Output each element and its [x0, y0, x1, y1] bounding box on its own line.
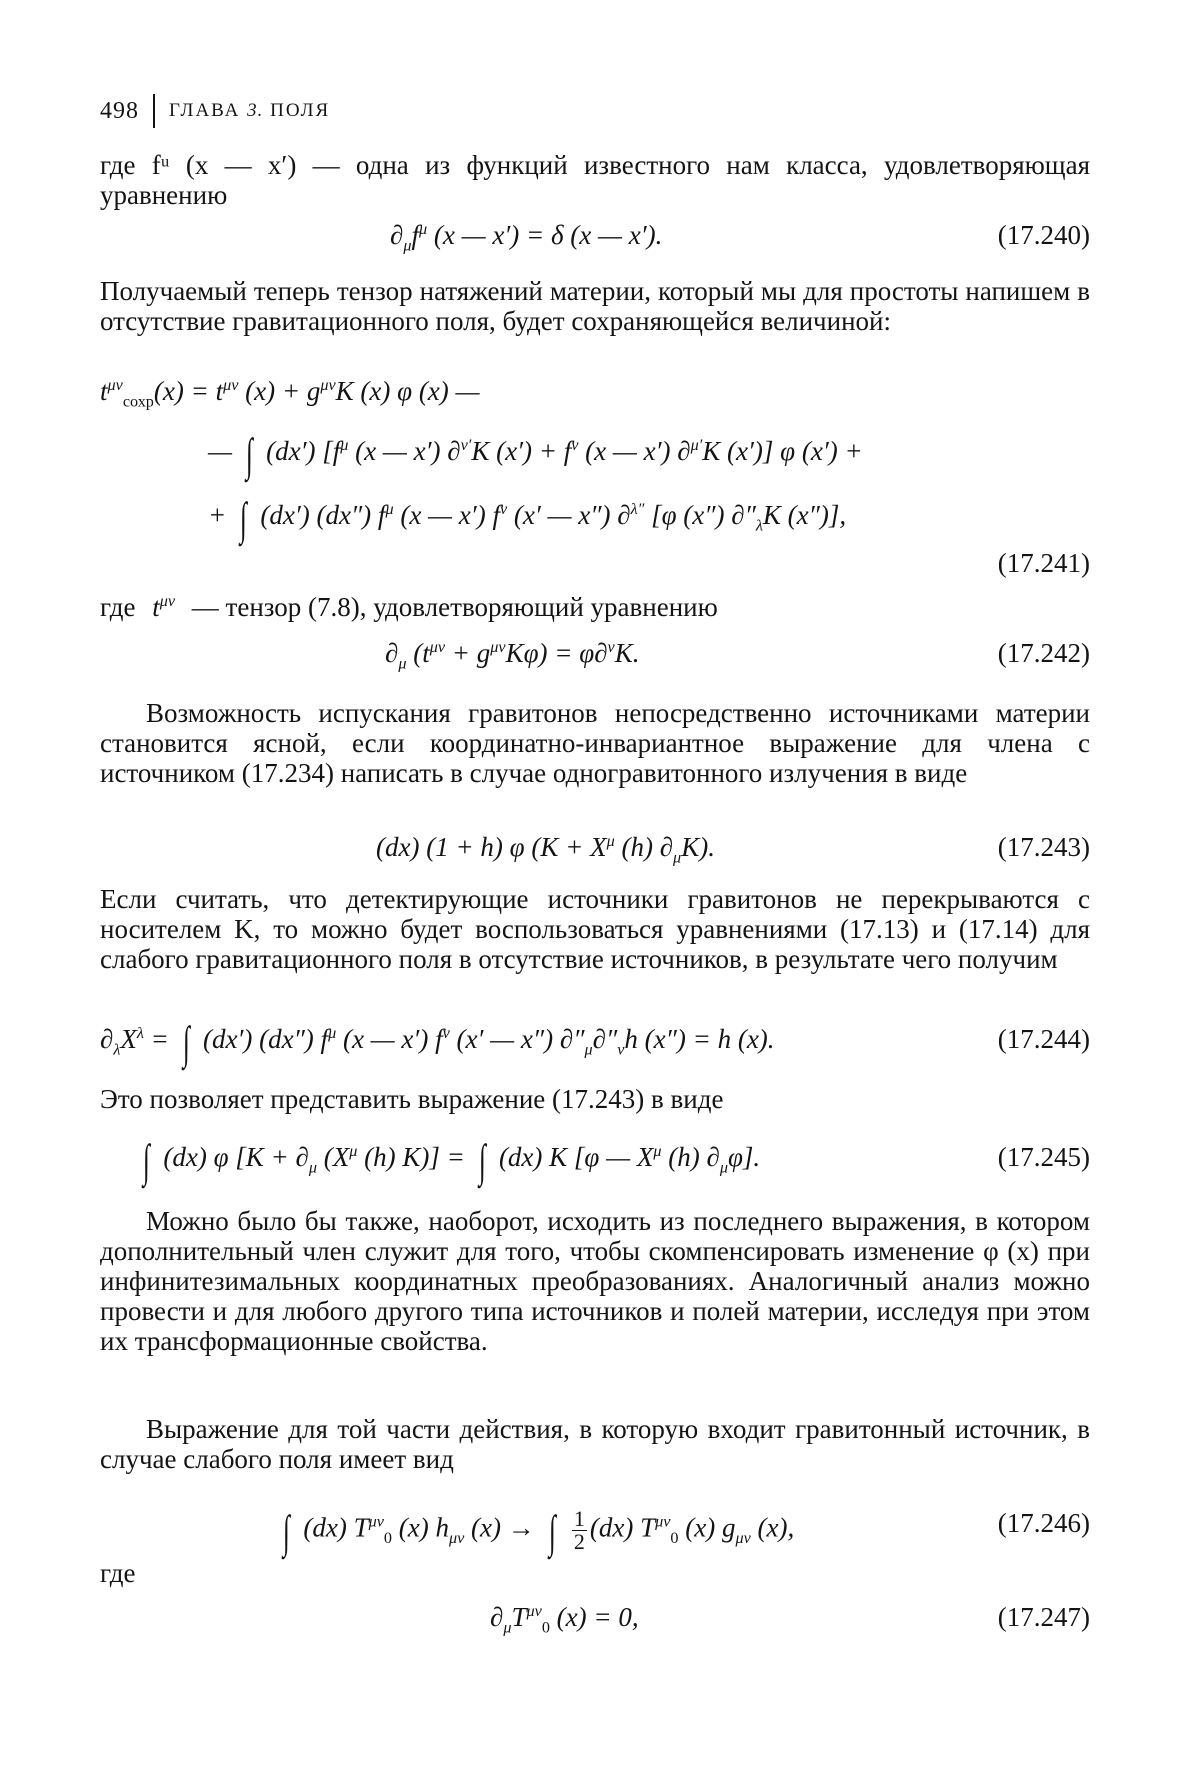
paragraph-3: где $t^{\mu\nu}$ — тензор (7.8), удовлетворяющий уравнению: [100, 592, 718, 622]
page-number: 498: [100, 97, 139, 124]
equation-number-17-241: (17.241): [997, 548, 1090, 578]
paragraph-9: где: [100, 1558, 136, 1588]
equation-17-241-line-2: [100, 429, 1090, 480]
paragraph-4: Возможность испускания гравитонов непосредственно источниками материи становится ясной, если координатно-инвариантное выражение для члена с источником (17.234) написать в случае одногравитонного излучения в виде: [100, 698, 1090, 788]
equation-17-245: [100, 1135, 1090, 1186]
paragraph-7: Можно было бы также, наоборот, исходить из последнего выражения, в котором дополнительный член служит для того, чтобы скомпенсировать изменение φ (x) при инфинитезимальных координатных преобразованиях. Аналогичный анализ можно провести и для любого другого типа источников и полей материи, исследуя при этом их трансформационные свойства.: [100, 1206, 1090, 1356]
paragraph-5: Если считать, что детектирующие источники гравитонов не перекрываются с носителем K, то можно будет воспользоваться уравнениями (17.13) и (17.14) для слабого гравитационного поля в отсутствие источников, в результате чего получим: [100, 884, 1090, 974]
paragraph-8: Выражение для той части действия, в которую входит гравитонный источник, в случае слабого поля имеет вид: [100, 1414, 1090, 1474]
equation-number: (17.244): [997, 1024, 1090, 1054]
equation-17-244: [100, 1017, 1090, 1068]
equation-17-243: [100, 832, 1090, 868]
running-header: [100, 94, 330, 128]
equation-17-242: [100, 638, 1090, 674]
equation-number: (17.240): [997, 220, 1090, 250]
equation-17-241-line-3: [100, 493, 1090, 544]
equation-body: ∫ (dx) $T^{\mu\nu}_0$ (x) $h_{\mu\nu}$ (x) → ∫ $\frac{1}{2}$ (dx) $T^{\mu\nu}_0$ (x) $g_{\mu\nu}$ (x),: [282, 1505, 795, 1557]
equation-body: $t^{\mu\nu}_{сохр}(x) = t^{\mu\nu}$ $(x) + g^{\mu\nu}K$ (x) φ (x) —: [100, 376, 480, 411]
equation-17-240: [100, 220, 1090, 256]
equation-body: $\partial_\mu f^\mu$ (x — x′) = δ (x — x′).: [390, 220, 663, 255]
equation-body: + ∫ (dx′) (dx″) $f^\mu$ (x — x′) $f^\nu$ (x′ — x″) ∂$^{\lambda''}$ [φ (x″) $\partial''_\lambda K$ (x″)],: [208, 493, 847, 544]
equation-number: (17.243): [997, 832, 1090, 862]
chapter-label: ГЛАВА 3. ПОЛЯ: [169, 100, 331, 121]
paragraph-2: Получаемый теперь тензор натяжений материи, который мы для простоты напишем в отсутствие гравитационного поля, будет сохраняющейся величиной:: [100, 276, 1090, 336]
equation-body: (dx) (1 + h) φ ($K + X^\mu$ (h) $\partial_\mu K$).: [376, 832, 715, 867]
paragraph-6: Это позволяет представить выражение (17.243) в виде: [100, 1084, 724, 1114]
equation-body: — ∫ (dx′) [$f^\mu$ (x — x′) ∂$^{\nu'}$K $(x') + f^\nu$ (x — x′) ∂$^{\mu'}$K (x′)] φ (x′) +: [208, 429, 863, 480]
equation-body: $\partial_\mu$ $(t^{\mu\nu} + g^{\mu\nu}K\varphi) = \varphi\partial^\nu K$.: [385, 638, 640, 673]
equation-body: $\partial_\lambda X^\lambda$ = ∫ (dx′) (dx″) $f^\mu$ (x — x′) $f^\nu$ (x′ — x″) $\partial''_\mu\partial''_\nu h$ (x″) = h (x).: [100, 1017, 775, 1068]
equation-17-247: [100, 1602, 1090, 1638]
equation-body: ∫ (dx) φ [$K + \partial_\mu$ ($X^\mu$ (h) K)] = ∫ (dx) K [φ — $X^\mu$ (h) $\partial_\mu\varphi$].: [142, 1135, 761, 1186]
equation-number: (17.247): [997, 1602, 1090, 1632]
equation-number: (17.245): [997, 1142, 1090, 1172]
equation-number: (17.242): [997, 638, 1090, 668]
header-divider: [153, 94, 155, 128]
equation-17-246: [100, 1505, 1090, 1557]
paragraph-1: где fᵘ (x — x′) — одна из функций известного нам класса, удовлетворяющая уравнению: [100, 150, 1090, 210]
equation-17-241-line-1: [100, 376, 1090, 412]
equation-number: (17.246): [997, 1508, 1090, 1538]
equation-body: $\partial_\mu T^{\mu\nu}_0$ (x) = 0,: [490, 1602, 639, 1637]
